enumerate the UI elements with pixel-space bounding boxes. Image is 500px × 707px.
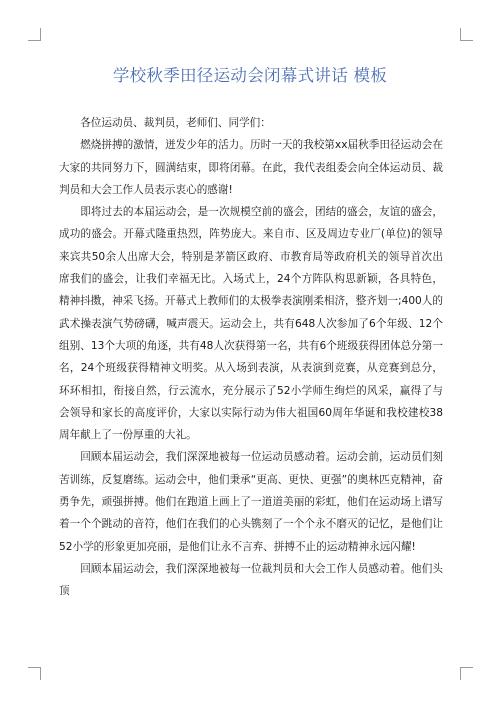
paragraph-1: 燃烧拼搏的激情，迸发少年的活力。历时一天的我校第xx届秋季田径运动会在大家的共同努力下，圆满结束，即将闭幕。在此，我代表组委会向全体运动员、裁判员和大会工作人员表示衷心的感谢! [59, 139, 443, 196]
paragraph-4: 回顾本届运动会，我们深深地被每一位裁判员和大会工作人员感动着。他们头顶 [59, 562, 443, 598]
crop-mark-top-right [460, 28, 473, 41]
crop-mark-bottom-left [28, 667, 41, 680]
document-title: 学校秋季田径运动会闭幕式讲话 模板 [112, 66, 388, 85]
crop-mark-bottom-right [460, 667, 473, 680]
paragraph-2: 即将过去的本届运动会，是一次规模空前的盛会，团结的盛会，友谊的盛会，成功的盛会。开幕式隆重热烈，阵势庞大。来自市、区及周边专业厂(单位)的领导来宾共50余人出席大会，特别是茅箭区政府、市教育局等政府机关的领导首次出席我们的盛会，让我们幸福无比。入场式上，24个方阵队构思新颖，各具特色，精神抖擞，神采飞扬。开幕式上教师们的太极拳表演刚柔相济，整齐划一;400人的武术操表演气势磅礴，喊声震天。运动会上，共有648人次参加了6个年级、12个组别、13个大项的角逐，共有48人次获得第一名，共有6个班级获得团体总分第一名，24个班级获得精神文明奖。从入场到表演，从表演到竞赛，从竞赛到总分，环环相扣，衔接自然，行云流水，充分展示了52小学师生绚烂的风采，赢得了与会领导和家长的高度评价，大家以实际行动为伟大祖国60周年华诞和我校建校38周年献上了一份厚重的大礼。 [59, 206, 443, 442]
paragraph-3: 回顾本届运动会，我们深深地被每一位运动员感动着。运动会前，运动员们刻苦训练，反复磨练。运动会中，他们秉承“更高、更快、更强”的奥林匹克精神，奋勇争先，顽强拼搏。他们在跑道上画上了一道道美丽的彩虹，他们在运动场上谱写着一个个跳动的音符，他们在我们的心头镌刻了一个个永不磨灭的记忆，是他们让52小学的形象更加亮丽，是他们让永不言弃、拼搏不止的运动精神永远闪耀! [59, 451, 443, 553]
document-body [59, 112, 443, 603]
crop-mark-top-left [28, 28, 41, 41]
salutation: 各位运动员、裁判员，老师们、同学们： [80, 117, 271, 129]
